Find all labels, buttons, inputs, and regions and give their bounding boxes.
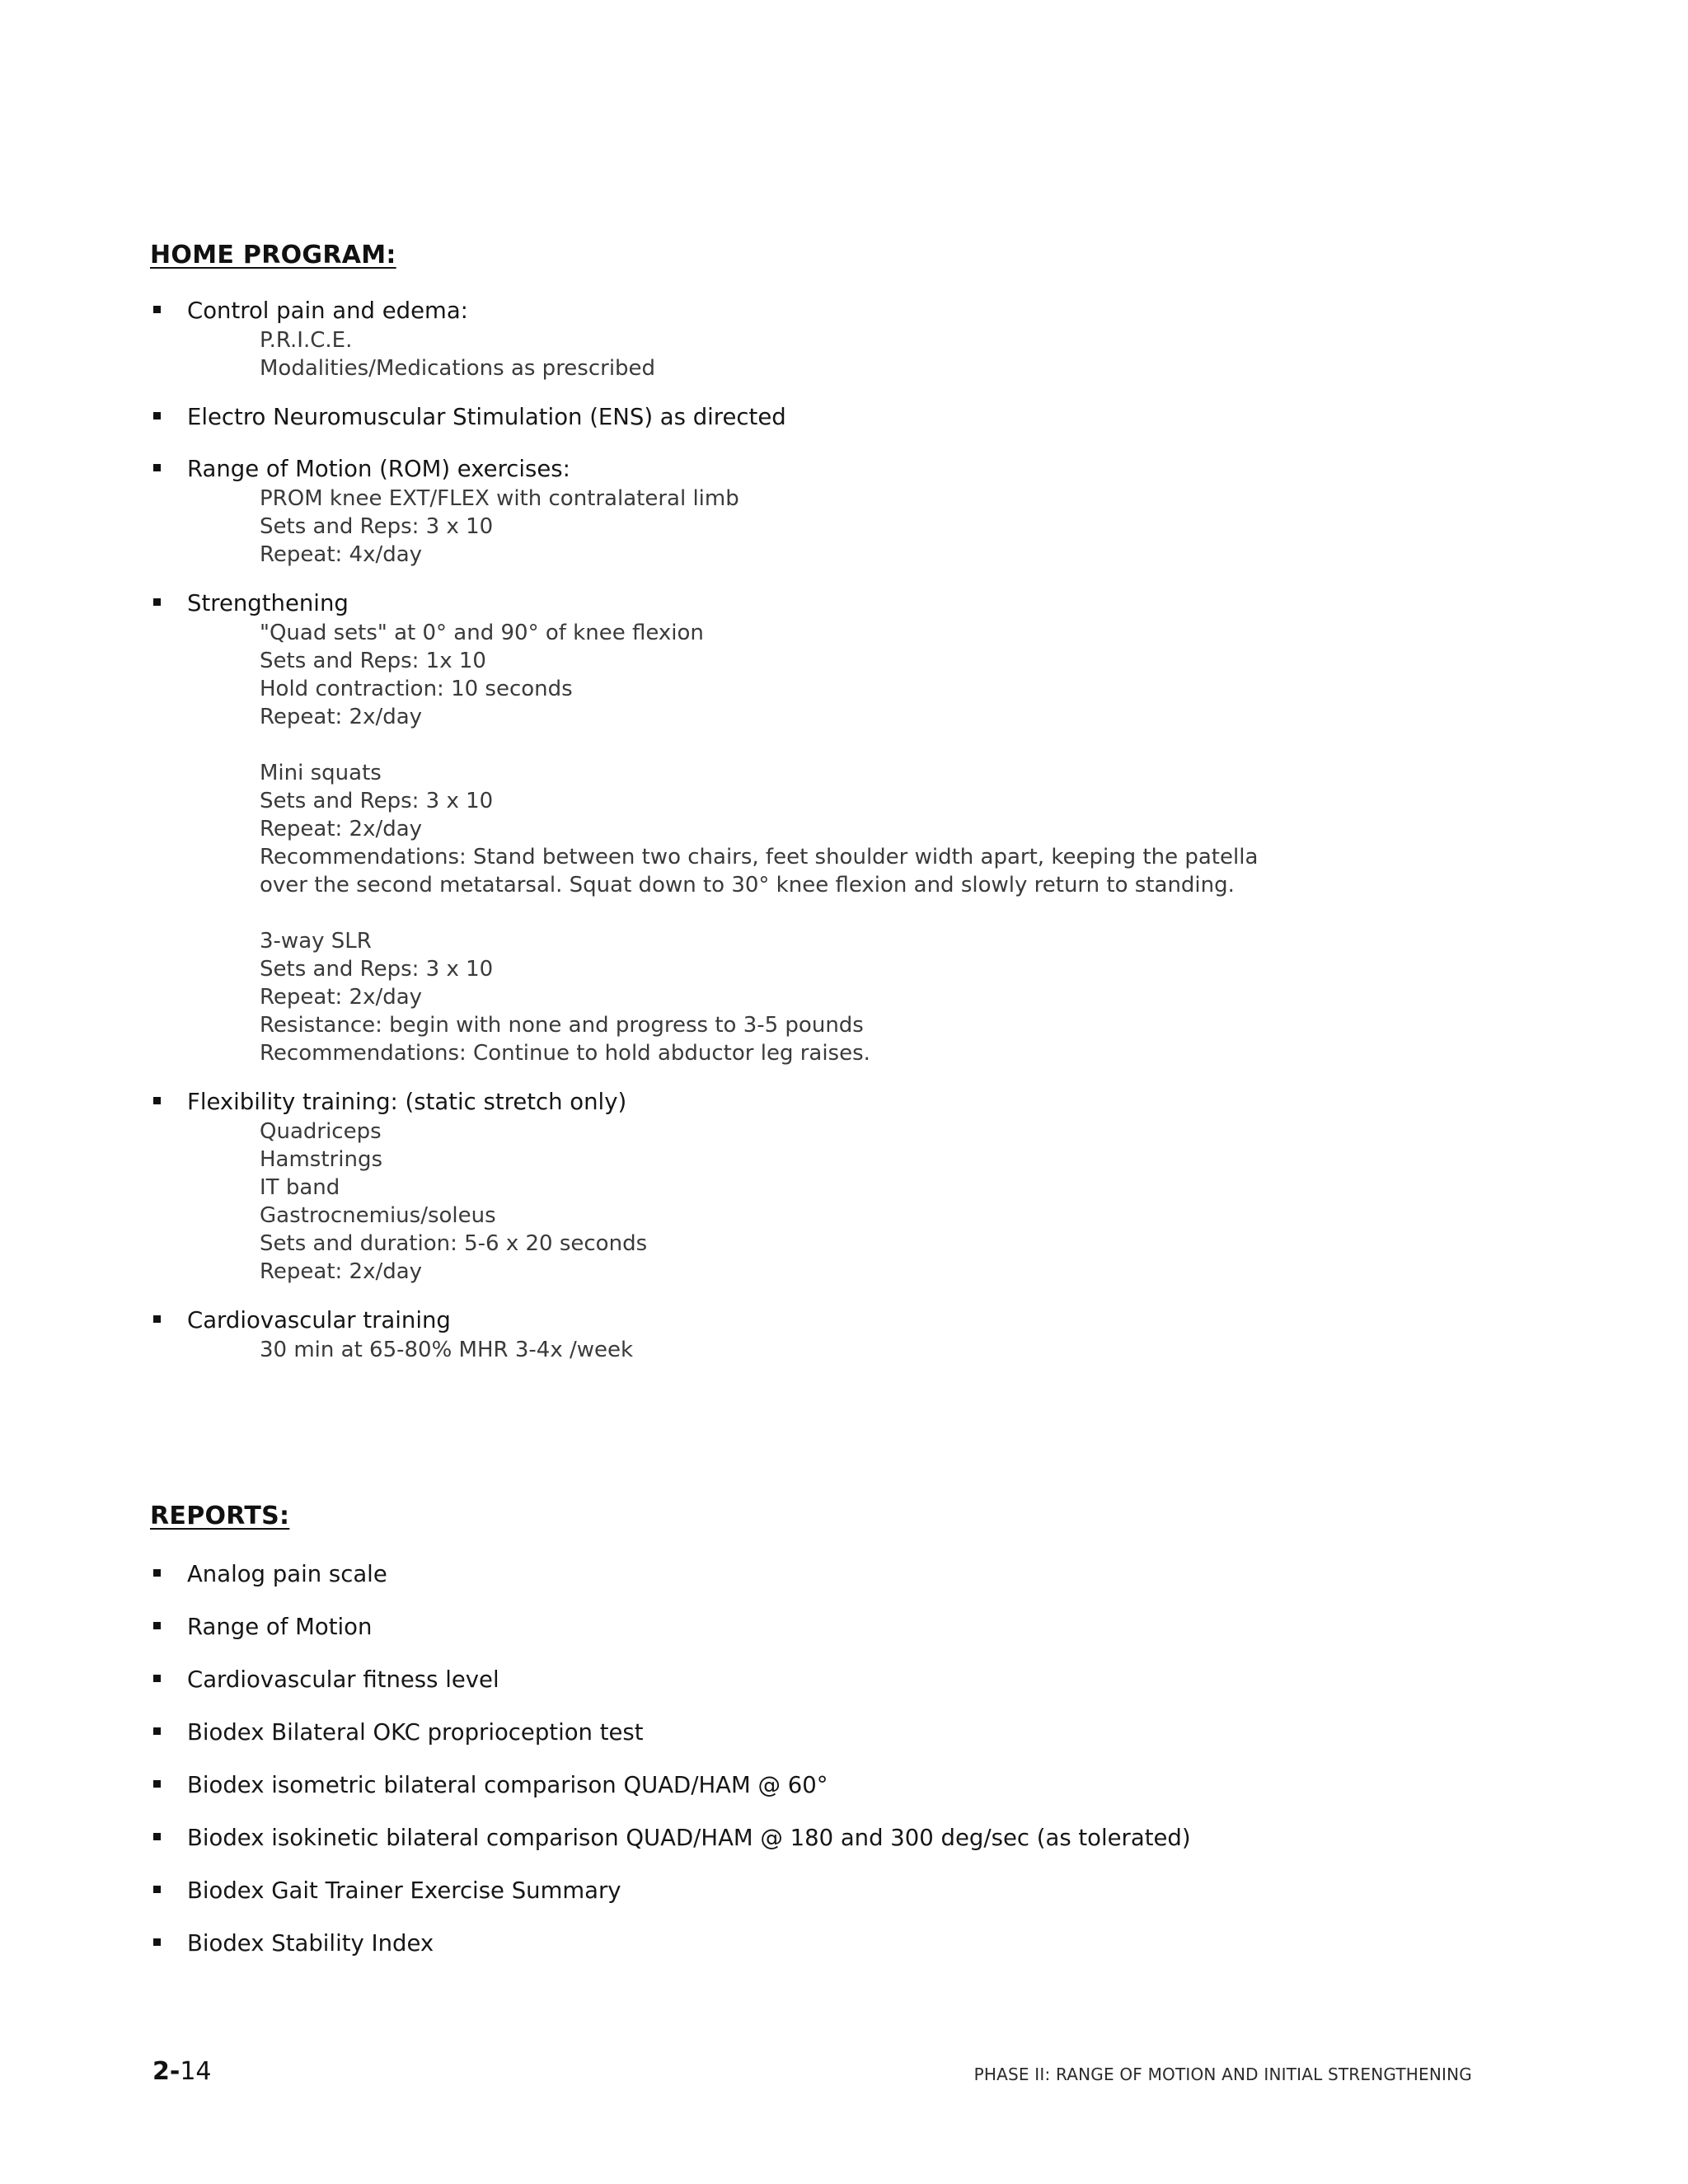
item-details bbox=[260, 485, 1535, 569]
bullet-square-icon bbox=[153, 1097, 161, 1104]
bullet-square-icon bbox=[153, 1780, 161, 1788]
item-title: Analog pain scale bbox=[187, 1561, 387, 1587]
item-details bbox=[260, 326, 1535, 382]
bullet-square-icon bbox=[153, 464, 161, 471]
list-item bbox=[150, 1085, 1535, 1286]
detail-line: Repeat: 2x/day bbox=[260, 985, 423, 1010]
item-title: Cardiovascular training bbox=[187, 1307, 451, 1333]
page-number-value: 14 bbox=[180, 2057, 212, 2086]
detail-line: PROM knee EXT/FLEX with contralateral limb bbox=[260, 486, 739, 511]
bullet-square-icon bbox=[153, 1938, 161, 1946]
page-number bbox=[152, 2057, 212, 2086]
item-details bbox=[260, 619, 1535, 1067]
home-program-heading: HOME PROGRAM: bbox=[150, 241, 396, 269]
bullet-square-icon bbox=[153, 1675, 161, 1682]
item-title: Range of Motion (ROM) exercises: bbox=[187, 456, 570, 482]
item-title: Biodex isometric bilateral comparison QUAD/HAM @ 60° bbox=[187, 1772, 828, 1798]
detail-line: Hold contraction: 10 seconds bbox=[260, 677, 573, 701]
reports-list bbox=[150, 1557, 1535, 1979]
detail-line: "Quad sets" at 0° and 90° of knee flexion bbox=[260, 621, 704, 645]
list-item bbox=[150, 1610, 1535, 1644]
detail-line: Sets and Reps: 3 x 10 bbox=[260, 789, 494, 813]
item-title: Biodex Stability Index bbox=[187, 1930, 434, 1957]
item-title: Strengthening bbox=[187, 590, 349, 616]
page-number-prefix: 2- bbox=[152, 2057, 181, 2086]
detail-line: over the second metatarsal. Squat down to 30° knee flexion and slowly return to standing. bbox=[260, 873, 1235, 898]
item-title: Biodex isokinetic bilateral comparison QUAD/HAM @ 180 and 300 deg/sec (as tolerated) bbox=[187, 1825, 1191, 1851]
list-item bbox=[150, 1873, 1535, 1908]
bullet-square-icon bbox=[153, 1727, 161, 1735]
bullet-square-icon bbox=[153, 1886, 161, 1893]
item-title: Cardiovascular fitness level bbox=[187, 1666, 499, 1693]
list-item bbox=[150, 452, 1535, 569]
list-item bbox=[150, 1557, 1535, 1591]
detail-line: Recommendations: Continue to hold abductor leg raises. bbox=[260, 1041, 870, 1066]
list-item bbox=[150, 400, 1535, 434]
bullet-square-icon bbox=[153, 1569, 161, 1577]
detail-line: Repeat: 2x/day bbox=[260, 705, 423, 729]
reports-heading: REPORTS: bbox=[150, 1502, 290, 1530]
detail-line: Sets and Reps: 1x 10 bbox=[260, 649, 486, 673]
item-title: Control pain and edema: bbox=[187, 298, 468, 324]
item-title: Electro Neuromuscular Stimulation (ENS) as directed bbox=[187, 404, 786, 430]
detail-line: Sets and duration: 5-6 x 20 seconds bbox=[260, 1231, 648, 1256]
bullet-square-icon bbox=[153, 412, 161, 419]
detail-line: Repeat: 2x/day bbox=[260, 817, 423, 841]
detail-line: IT band bbox=[260, 1175, 340, 1200]
detail-line: Gastrocnemius/soleus bbox=[260, 1203, 496, 1228]
detail-line: Sets and Reps: 3 x 10 bbox=[260, 514, 494, 539]
list-item bbox=[150, 1926, 1535, 1961]
detail-line: Repeat: 2x/day bbox=[260, 1259, 423, 1284]
item-title: Biodex Gait Trainer Exercise Summary bbox=[187, 1877, 621, 1904]
home-program-list bbox=[150, 293, 1535, 1381]
item-title: Biodex Bilateral OKC proprioception test bbox=[187, 1719, 644, 1746]
list-item bbox=[150, 1821, 1535, 1855]
detail-line: Modalities/Medications as prescribed bbox=[260, 356, 656, 381]
detail-line: Sets and Reps: 3 x 10 bbox=[260, 957, 494, 982]
bullet-square-icon bbox=[153, 1315, 161, 1323]
spacer bbox=[260, 899, 1535, 927]
bullet-square-icon bbox=[153, 306, 161, 313]
item-details bbox=[260, 1336, 1535, 1364]
detail-line: Quadriceps bbox=[260, 1119, 382, 1144]
running-footer-title: PHASE II: RANGE OF MOTION AND INITIAL STRENGTHENING bbox=[973, 2064, 1472, 2084]
list-item bbox=[150, 1768, 1535, 1802]
bullet-square-icon bbox=[153, 1833, 161, 1840]
detail-line: 3-way SLR bbox=[260, 929, 372, 954]
detail-line: P.R.I.C.E. bbox=[260, 328, 353, 353]
detail-line: Resistance: begin with none and progress to 3-5 pounds bbox=[260, 1013, 864, 1038]
spacer bbox=[260, 731, 1535, 759]
bullet-square-icon bbox=[153, 598, 161, 606]
list-item bbox=[150, 1715, 1535, 1750]
item-title: Flexibility training: (static stretch only) bbox=[187, 1089, 627, 1115]
list-item bbox=[150, 1662, 1535, 1697]
item-details bbox=[260, 1118, 1535, 1286]
detail-line: Mini squats bbox=[260, 761, 382, 785]
list-item bbox=[150, 293, 1535, 382]
detail-line: 30 min at 65-80% MHR 3-4x /week bbox=[260, 1338, 634, 1362]
bullet-square-icon bbox=[153, 1622, 161, 1629]
list-item bbox=[150, 1303, 1535, 1364]
detail-line: Recommendations: Stand between two chairs, feet shoulder width apart, keeping the patella bbox=[260, 845, 1259, 869]
detail-line: Repeat: 4x/day bbox=[260, 542, 423, 567]
detail-line: Hamstrings bbox=[260, 1147, 382, 1172]
item-title: Range of Motion bbox=[187, 1614, 373, 1640]
list-item bbox=[150, 586, 1535, 1067]
